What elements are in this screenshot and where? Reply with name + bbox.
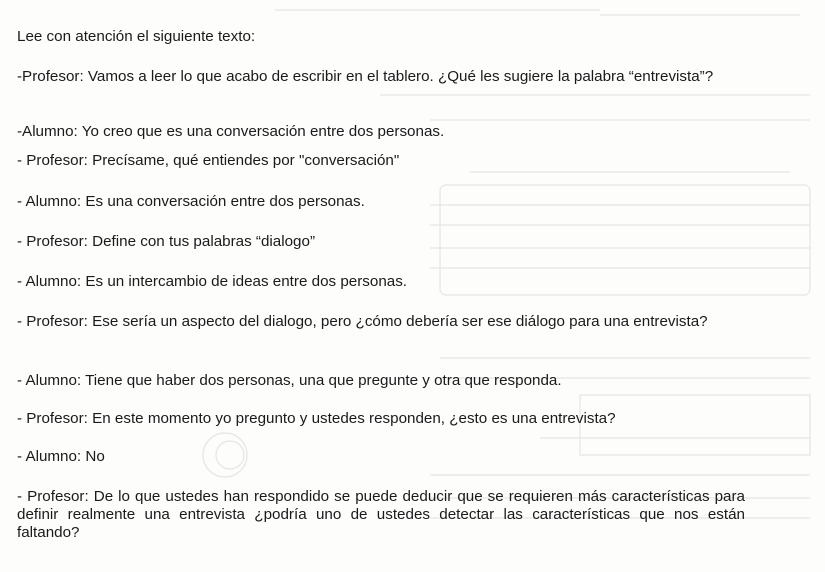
dialogue-line: - Profesor: Ese sería un aspecto del dialogo, pero ¿cómo debería ser ese diálogo para una entrevista? [17, 313, 708, 330]
dialogue-line: -Profesor: Vamos a leer lo que acabo de escribir en el tablero. ¿Qué les sugiere la palabra “entrevista”? [17, 68, 714, 85]
intro-instruction: Lee con atención el siguiente texto: [17, 28, 256, 45]
dialogue-line: - Profesor: Precísame, qué entiendes por "conversación" [17, 152, 400, 169]
dialogue-line: - Alumno: Tiene que haber dos personas, una que pregunte y otra que responda. [17, 372, 562, 389]
dialogue-line: -Alumno: Yo creo que es una conversación entre dos personas. [17, 123, 445, 140]
dialogue-line: - Profesor: De lo que ustedes han respondido se puede deducir que se requieren más características para definir realmente una entrevista ¿podría uno de ustedes detectar las características que nos están faltando? [17, 488, 745, 541]
dialogue-line: - Alumno: No [17, 448, 105, 465]
dialogue-line: - Alumno: Es un intercambio de ideas entre dos personas. [17, 273, 408, 290]
dialogue-line: - Profesor: En este momento yo pregunto y ustedes responden, ¿esto es una entrevista? [17, 410, 616, 427]
dialogue-line: - Profesor: Define con tus palabras “dialogo” [17, 233, 315, 250]
dialogue-line: - Alumno: Es una conversación entre dos personas. [17, 193, 365, 210]
